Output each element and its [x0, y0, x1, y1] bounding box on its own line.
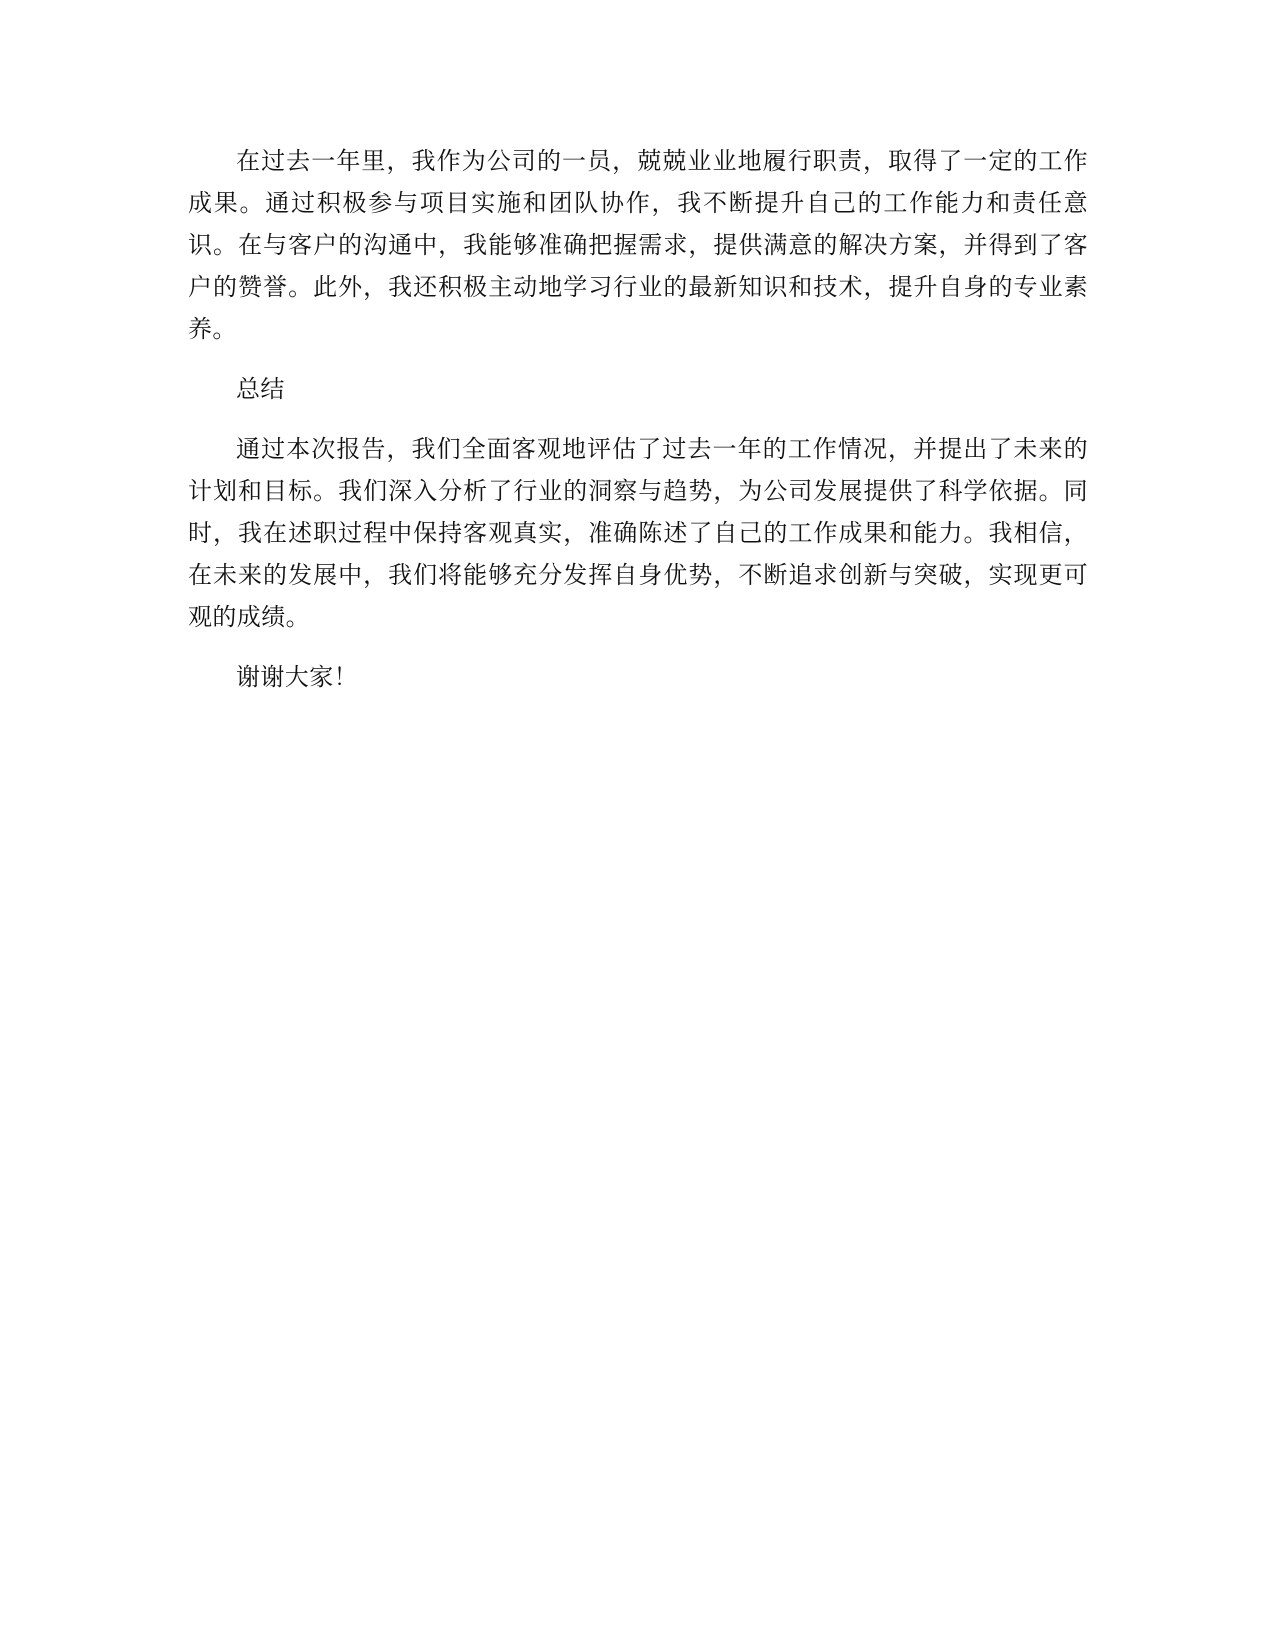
- document-body: [188, 140, 1088, 716]
- section-heading-summary: 总结: [236, 375, 285, 403]
- paragraph-closing: 谢谢大家！: [236, 663, 358, 691]
- paragraph-work-review: 在过去一年里，我作为公司的一员，兢兢业业地履行职责，取得了一定的工作成果。通过积极参与项目实施和团队协作，我不断提升自己的工作能力和责任意识。在与客户的沟通中，我能够准确把握需求，提供满意的解决方案，并得到了客户的赞誉。此外，我还积极主动地学习行业的最新知识和技术，提升自身的专业素养。: [188, 147, 1088, 343]
- paragraph-summary: 通过本次报告，我们全面客观地评估了过去一年的工作情况，并提出了未来的计划和目标。我们深入分析了行业的洞察与趋势，为公司发展提供了科学依据。同时，我在述职过程中保持客观真实，准确陈述了自己的工作成果和能力。我相信，在未来的发展中，我们将能够充分发挥自身优势，不断追求创新与突破，实现更可观的成绩。: [188, 435, 1088, 631]
